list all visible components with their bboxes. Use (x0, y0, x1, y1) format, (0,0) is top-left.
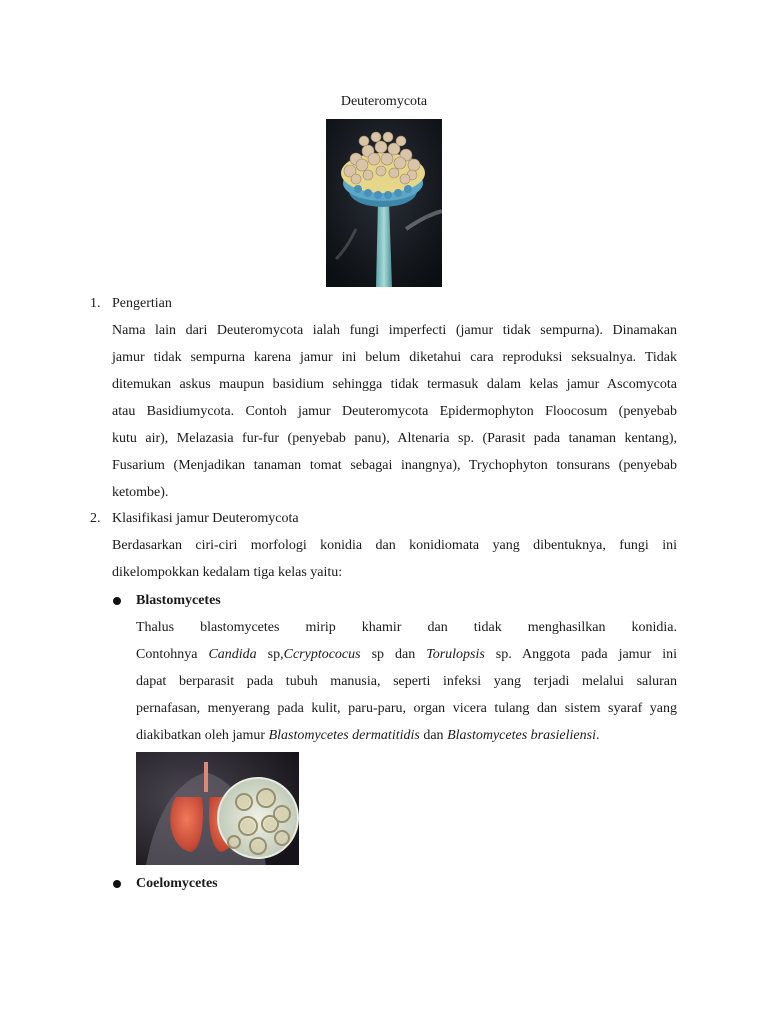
paragraph-line: Nama lain dari Deuteromycota ialah fungi imperfecti (jamur tidak sempurna). Dinamakan (112, 323, 677, 338)
blastomycetes-heading: Blastomycetes (136, 593, 221, 608)
blastomycetes-paragraph (136, 614, 677, 749)
lung-infection-figure (136, 752, 299, 865)
paragraph-line: atau Basidiumycota. Contoh jamur Deuteromycota Epidermophyton Floocosum (penyebab (112, 404, 677, 419)
bullet-icon (113, 880, 121, 888)
paragraph-line: Thalus blastomycetes mirip khamir dan tidak menghasilkan konidia. (136, 620, 677, 635)
paragraph-line: jamur tidak sempurna karena jamur ini belum diketahui cara reproduksi seksualnya. Tidak (112, 350, 677, 365)
paragraph-line: ketombe). (112, 485, 169, 500)
paragraph-line: dapat berparasit pada tubuh manusia, seperti infeksi yang terjadi melalui saluran (136, 674, 677, 689)
paragraph-line: kutu air), Melazasia fur-fur (penyebab panu), Altenaria sp. (Parasit pada tanaman kentang), (112, 431, 677, 446)
section-1-paragraph (112, 317, 677, 506)
coelomycetes-heading: Coelomycetes (136, 876, 218, 891)
paragraph-line: pernafasan, menyerang pada kulit, paru-paru, organ vicera tulang dan sistem syaraf yang (136, 701, 677, 716)
section-2-heading: Klasifikasi jamur Deuteromycota (112, 511, 299, 526)
paragraph-line: ditemukan askus maupun basidium sehingga tidak termasuk dalam kelas jamur Ascomycota (112, 377, 677, 392)
bullet-icon (113, 597, 121, 605)
section-1-number: 1. (90, 296, 101, 311)
page-title: Deuteromycota (340, 94, 428, 109)
section-2-number: 2. (90, 511, 101, 526)
paragraph-line: Contohnya Candida sp,Ccryptococus sp dan Torulopsis sp. Anggota pada jamur ini (136, 647, 677, 662)
paragraph-line: Berdasarkan ciri-ciri morfologi konidia dan konidiomata yang dibentuknya, fungi ini (112, 538, 677, 553)
paragraph-line: diakibatkan oleh jamur Blastomycetes dermatitidis dan Blastomycetes brasieliensi. (136, 728, 600, 743)
section-2-paragraph (112, 532, 677, 586)
section-1-heading: Pengertian (112, 296, 172, 311)
paragraph-line: Fusarium (Menjadikan tanaman tomat sebagai inangnya), Trychophyton tonsurans (penyebab (112, 458, 677, 473)
deuteromycota-figure (326, 119, 442, 287)
paragraph-line: dikelompokkan kedalam tiga kelas yaitu: (112, 565, 343, 580)
